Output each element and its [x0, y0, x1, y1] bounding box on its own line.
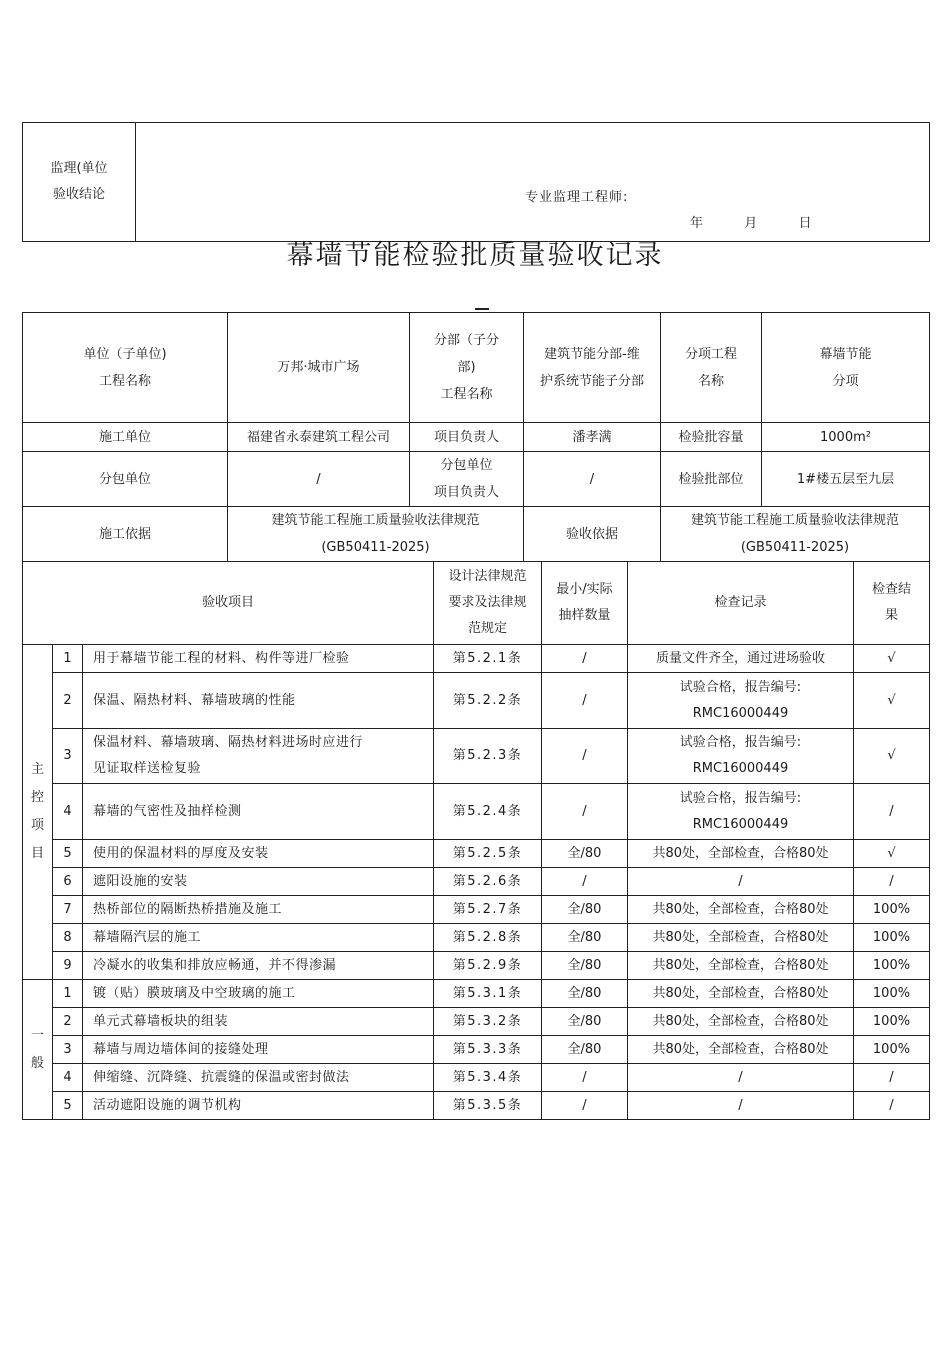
- item-desc: 冷凝水的收集和排放应畅通，并不得渗漏: [83, 952, 434, 980]
- item-sample: /: [542, 784, 628, 840]
- item-record-2: RMC16000449: [692, 816, 789, 832]
- main-group-char: 控: [30, 790, 44, 805]
- item-record-cell: [628, 784, 854, 840]
- item-sample: 全/80: [542, 924, 628, 952]
- item-no: 1: [53, 980, 83, 1008]
- sub-pm-label: 分包单位: [440, 458, 493, 473]
- header-sample-cell: [542, 562, 628, 645]
- item-desc-cell: [83, 729, 434, 784]
- table-row: [23, 645, 930, 673]
- item-record: /: [628, 1092, 854, 1120]
- table-row: [23, 1092, 930, 1120]
- engineer-signature-label: 专业监理工程师:: [525, 190, 629, 205]
- pm-value: 潘孝满: [524, 423, 661, 452]
- main-group-label: [23, 645, 53, 980]
- item-desc: 保温、隔热材料、幕墙玻璃的性能: [83, 673, 434, 729]
- unit-label: 单位（子单位): [83, 346, 167, 362]
- supervision-label-cell: [23, 123, 136, 242]
- item-result: /: [854, 1064, 930, 1092]
- contractor-label: 施工单位: [23, 423, 228, 452]
- item-sample: 全/80: [542, 1008, 628, 1036]
- item-sample: 全/80: [542, 896, 628, 924]
- unit-value: 万邦·城市广场: [228, 313, 410, 423]
- item-no: 2: [53, 1008, 83, 1036]
- item-desc: 幕墙与周边墙体间的接缝处理: [83, 1036, 434, 1064]
- table-row: [23, 673, 930, 729]
- item-clause: 第5.2.6条: [434, 868, 542, 896]
- item-desc: 单元式幕墙板块的组装: [83, 1008, 434, 1036]
- table-row: [23, 896, 930, 924]
- item-desc: 幕墙的气密性及抽样检测: [83, 784, 434, 840]
- subcontractor-label: 分包单位: [23, 452, 228, 507]
- item-desc-2: 见证取样送检复验: [93, 761, 202, 776]
- unit-label-cell: [23, 313, 228, 423]
- item-record-cell: [628, 729, 854, 784]
- item-no: 5: [53, 840, 83, 868]
- main-group-char: 目: [30, 846, 44, 861]
- item-no: 5: [53, 1092, 83, 1120]
- item-clause: 第5.3.5条: [434, 1092, 542, 1120]
- subitem-value-2: 分项: [832, 373, 859, 389]
- item-record-cell: [628, 673, 854, 729]
- date-month: 月: [744, 216, 759, 231]
- table-row: [23, 784, 930, 840]
- header-design-3: 范规定: [467, 621, 507, 636]
- item-record: 试验合格，报告编号:: [679, 679, 802, 695]
- pm-label: 项目负责人: [410, 423, 524, 452]
- item-clause: 第5.3.2条: [434, 1008, 542, 1036]
- item-record: 质量文件齐全，通过进场验收: [628, 645, 854, 673]
- item-desc: 伸缩缝、沉降缝、抗震缝的保温或密封做法: [83, 1064, 434, 1092]
- header-result-2: 果: [884, 608, 898, 623]
- header-design-2: 要求及法律规: [448, 595, 527, 610]
- item-result: /: [854, 868, 930, 896]
- basis-value-cell: [228, 507, 524, 562]
- divider-mark: [475, 308, 489, 310]
- subcontractor-value: /: [228, 452, 410, 507]
- item-sample: 全/80: [542, 980, 628, 1008]
- basis-value-2: (GB50411-2025): [321, 540, 430, 555]
- item-record-2: RMC16000449: [692, 705, 789, 721]
- item-sample: /: [542, 729, 628, 784]
- item-desc: 热桥部位的隔断热桥措施及施工: [83, 896, 434, 924]
- item-clause: 第5.2.7条: [434, 896, 542, 924]
- item-record: 共80处，全部检查，合格80处: [628, 980, 854, 1008]
- item-result: 100%: [854, 924, 930, 952]
- items-header-row: [23, 562, 930, 645]
- item-clause: 第5.3.1条: [434, 980, 542, 1008]
- item-record: 试验合格，报告编号:: [679, 790, 802, 806]
- item-record: /: [628, 868, 854, 896]
- sub-pm-value: /: [524, 452, 661, 507]
- accept-label: 验收依据: [524, 507, 661, 562]
- subitem-label-cell: [661, 313, 762, 423]
- item-record: 共80处，全部检查，合格80处: [628, 840, 854, 868]
- division-value-2: 护系统节能子分部: [539, 373, 644, 389]
- item-no: 1: [53, 645, 83, 673]
- item-result: 100%: [854, 1036, 930, 1064]
- supervision-label-line2: 验收结论: [52, 187, 105, 202]
- table-row: [23, 1064, 930, 1092]
- item-desc: 镀（贴）膜玻璃及中空玻璃的施工: [83, 980, 434, 1008]
- main-group-char: 主: [30, 762, 44, 777]
- item-clause: 第5.3.4条: [434, 1064, 542, 1092]
- item-no: 3: [53, 729, 83, 784]
- item-no: 4: [53, 784, 83, 840]
- item-record: /: [628, 1064, 854, 1092]
- item-result: /: [854, 1092, 930, 1120]
- item-no: 2: [53, 673, 83, 729]
- division-label: 分部（子分: [433, 333, 499, 348]
- unit-label-2: 工程名称: [98, 373, 151, 389]
- item-clause: 第5.2.1条: [434, 645, 542, 673]
- header-item: 验收项目: [23, 562, 434, 645]
- item-sample: 全/80: [542, 840, 628, 868]
- item-sample: /: [542, 1092, 628, 1120]
- item-sample: /: [542, 1064, 628, 1092]
- sub-pm-label-cell: [410, 452, 524, 507]
- item-sample: 全/80: [542, 952, 628, 980]
- location-label: 检验批部位: [661, 452, 762, 507]
- item-clause: 第5.2.2条: [434, 673, 542, 729]
- table-row: [23, 729, 930, 784]
- item-sample: 全/80: [542, 1036, 628, 1064]
- item-clause: 第5.3.3条: [434, 1036, 542, 1064]
- item-no: 8: [53, 924, 83, 952]
- accept-value-cell: [661, 507, 930, 562]
- item-record: 共80处，全部检查，合格80处: [628, 896, 854, 924]
- item-no: 9: [53, 952, 83, 980]
- date-day: 日: [798, 216, 813, 231]
- item-result: 100%: [854, 952, 930, 980]
- inspection-items-table: [22, 561, 930, 1120]
- general-group-label: [23, 980, 53, 1120]
- division-label-cell: [410, 313, 524, 423]
- item-sample: /: [542, 673, 628, 729]
- item-result: 100%: [854, 1008, 930, 1036]
- subitem-value-cell: [762, 313, 930, 423]
- project-info-table: [22, 312, 930, 562]
- header-design-cell: [434, 562, 542, 645]
- subitem-label: 分项工程: [684, 346, 737, 362]
- capacity-label: 检验批容量: [661, 423, 762, 452]
- item-clause: 第5.2.9条: [434, 952, 542, 980]
- header-sample-2: 抽样数量: [558, 608, 611, 623]
- item-result: √: [854, 673, 930, 729]
- item-result: /: [854, 784, 930, 840]
- item-result: √: [854, 729, 930, 784]
- supervision-label-line1: 监理(单位: [50, 161, 108, 176]
- header-result: 检查结: [871, 582, 911, 597]
- subitem-label-2: 名称: [697, 373, 724, 389]
- location-value: 1#楼五层至九层: [762, 452, 930, 507]
- item-desc: 幕墙隔汽层的施工: [83, 924, 434, 952]
- table-row: [23, 952, 930, 980]
- division-label-3: 工程名称: [440, 387, 493, 402]
- table-row: [23, 924, 930, 952]
- item-record-2: RMC16000449: [692, 761, 789, 776]
- item-result: √: [854, 840, 930, 868]
- item-sample: /: [542, 868, 628, 896]
- item-desc: 使用的保温材料的厚度及安装: [83, 840, 434, 868]
- accept-value-2: (GB50411-2025): [740, 540, 850, 555]
- table-row: [23, 980, 930, 1008]
- general-group-char: 般: [30, 1055, 44, 1071]
- document-title: 幕墙节能检验批质量验收记录: [286, 240, 664, 271]
- item-no: 4: [53, 1064, 83, 1092]
- main-group-char: 项: [30, 818, 44, 833]
- item-clause: 第5.2.3条: [434, 729, 542, 784]
- item-record: 试验合格，报告编号:: [679, 735, 802, 750]
- item-desc: 保温材料、幕墙玻璃、隔热材料进场时应进行: [93, 735, 364, 750]
- table-row: [23, 1008, 930, 1036]
- date-year: 年: [690, 216, 705, 231]
- item-sample: /: [542, 645, 628, 673]
- item-clause: 第5.2.5条: [434, 840, 542, 868]
- division-label-2: 部): [457, 360, 476, 375]
- subitem-value: 幕墙节能: [819, 346, 872, 362]
- item-record: 共80处，全部检查，合格80处: [628, 1036, 854, 1064]
- header-sample: 最小/实际: [556, 582, 613, 597]
- item-record: 共80处，全部检查，合格80处: [628, 952, 854, 980]
- item-record: 共80处，全部检查，合格80处: [628, 1008, 854, 1036]
- general-group-char: 一: [30, 1027, 44, 1043]
- item-no: 6: [53, 868, 83, 896]
- item-desc: 活动遮阳设施的调节机构: [83, 1092, 434, 1120]
- table-row: [23, 1036, 930, 1064]
- item-result: 100%: [854, 896, 930, 924]
- header-design: 设计法律规范: [448, 569, 527, 584]
- table-row: [23, 840, 930, 868]
- item-desc: 用于幕墙节能工程的材料、构件等进厂检验: [83, 645, 434, 673]
- item-clause: 第5.2.8条: [434, 924, 542, 952]
- accept-value: 建筑节能工程施工质量验收法律规范: [690, 513, 899, 528]
- header-record: 检查记录: [628, 562, 854, 645]
- item-result: √: [854, 645, 930, 673]
- header-result-cell: [854, 562, 930, 645]
- table-row: [23, 868, 930, 896]
- division-value: 建筑节能分部-维: [544, 346, 640, 362]
- item-no: 3: [53, 1036, 83, 1064]
- item-desc: 遮阳设施的安装: [83, 868, 434, 896]
- division-value-cell: [524, 313, 661, 423]
- sub-pm-label-2: 项目负责人: [433, 485, 499, 500]
- item-no: 7: [53, 896, 83, 924]
- item-record: 共80处，全部检查，合格80处: [628, 924, 854, 952]
- item-clause: 第5.2.4条: [434, 784, 542, 840]
- item-result: 100%: [854, 980, 930, 1008]
- basis-value: 建筑节能工程施工质量验收法律规范: [271, 513, 480, 528]
- contractor-value: 福建省永泰建筑工程公司: [228, 423, 410, 452]
- basis-label: 施工依据: [23, 507, 228, 562]
- capacity-value: 1000m²: [762, 423, 930, 452]
- date-line: [690, 212, 813, 231]
